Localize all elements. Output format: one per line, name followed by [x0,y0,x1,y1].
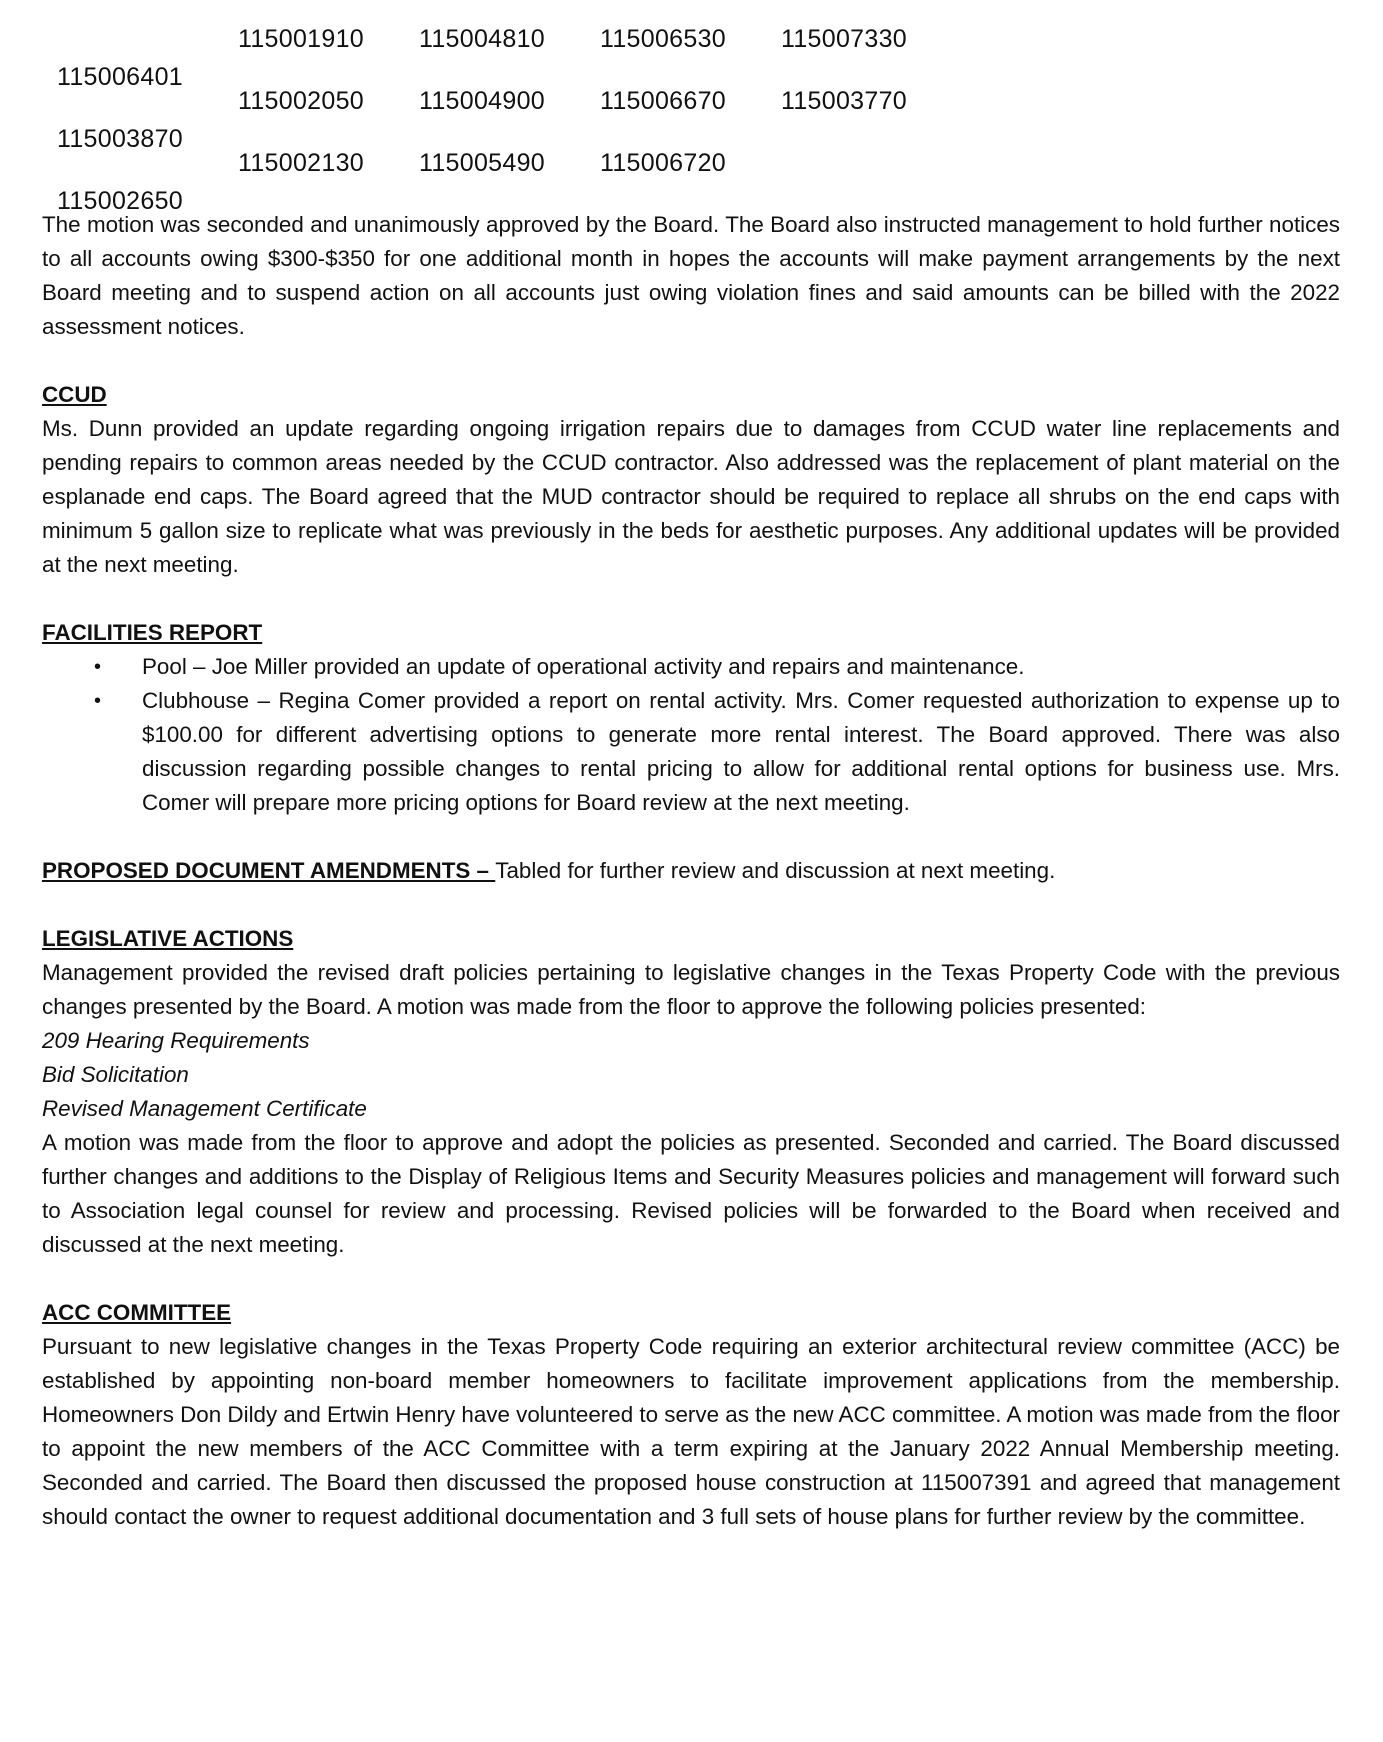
acc-paragraph: Pursuant to new legislative changes in the Texas Property Code requiring an exterior architectural review committee (ACC) be established by appointing non-board member homeowners to facilitate improvement applications from the membership. Homeowners Don Dildy and Ertwin Henry have volunteered to serve as the new ACC committee. A motion was made from the floor to appoint the new members of the ACC Committee with a term expiring at the January 2022 Annual Membership meeting. Seconded and carried. The Board then discussed the proposed house construction at 115007391 and agreed that management should contact the owner to request additional documentation and 3 full sets of house plans for further review by the committee. [42,1334,1341,1529]
ccud-paragraph: Ms. Dunn provided an update regarding ongoing irrigation repairs due to damages from CCUD water line replacements and pending repairs to common areas needed by the CCUD contractor. Also addressed was the replacement of plant material on the esplanade end caps. The Board agreed that the MUD contractor should be required to replace all shrubs on the end caps with minimum 5 gallon size to replicate what was previously in the beds for aesthetic purposes. Any additional updates will be provided at the next meeting. [42,416,1340,577]
account-number: 115001910 [238,25,364,53]
account-column [419,18,600,204]
account-number: 115004810 [419,25,545,53]
list-item [42,650,1340,684]
account-number: 115006670 [600,87,726,115]
account-number: 115007330 [781,25,907,53]
account-number: 115004900 [419,87,545,115]
account-number-list [42,18,1042,215]
account-number: 115006530 [600,25,726,53]
list-item-text: Clubhouse – Regina Comer provided a report on rental activity. Mrs. Comer requested authorization to expense up to $100.00 for different advertising options to generate more rental interest. The Board approved. There was also discussion regarding possible changes to rental pricing to allow for additional rental options for business use. Mrs. Comer will prepare more pricing options for Board review at the next meeting. [142,688,1340,815]
amendments-paragraph [42,854,1340,888]
acc-heading: ACC COMMITTEE [42,1300,232,1325]
policy-item: Revised Management Certificate [42,1096,367,1121]
facilities-heading: FACILITIES REPORT [42,620,263,645]
amendments-heading: PROPOSED DOCUMENT AMENDMENTS – [42,858,496,883]
policy-item: Bid Solicitation [42,1062,189,1087]
list-item-text: Pool – Joe Miller provided an update of operational activity and repairs and maintenance. [142,654,1025,679]
account-column [781,18,962,204]
account-number: 115003870 [57,125,183,153]
account-number: 115002650 [57,187,183,215]
account-columns [238,18,962,204]
legislative-closing: A motion was made from the floor to approve and adopt the policies as presented. Seconded and carried. The Board discussed further changes and additions to the Display of Religious Items and Security Measures policies and management will forward such to Association legal counsel for review and processing. Revised policies will be forwarded to the Board when received and discussed at the next meeting. [42,1130,1340,1257]
facilities-list [42,650,1340,820]
account-number: 115005490 [419,149,545,177]
account-number: 115003770 [781,87,907,115]
account-column [600,18,781,204]
account-column [238,18,419,204]
bullet-icon: • [94,690,102,712]
bullet-icon: • [94,656,102,678]
account-number: 115002050 [238,87,364,115]
account-number: 115002130 [238,149,364,177]
legislative-intro: Management provided the revised draft policies pertaining to legislative changes in the Texas Property Code with the previous changes presented by the Board. A motion was made from the floor to approve the following policies presented: [42,960,1340,1019]
document-page [42,18,1340,1534]
account-number: 115006401 [57,63,183,91]
motion-paragraph: The motion was seconded and unanimously approved by the Board. The Board also instructed management to hold further notices to all accounts owing $300-$350 for one additional month in hopes the accounts will make payment arrangements by the next Board meeting and to suspend action on all accounts just owing violation fines and said amounts can be billed with the 2022 assessment notices. [42,212,1340,339]
policy-item: 209 Hearing Requirements [42,1028,310,1053]
list-item [42,684,1340,820]
legislative-heading: LEGISLATIVE ACTIONS [42,926,294,951]
account-column-left [57,18,183,216]
amendments-text: Tabled for further review and discussion at next meeting. [495,858,1056,883]
ccud-heading: CCUD [42,382,107,407]
account-number: 115006720 [600,149,726,177]
